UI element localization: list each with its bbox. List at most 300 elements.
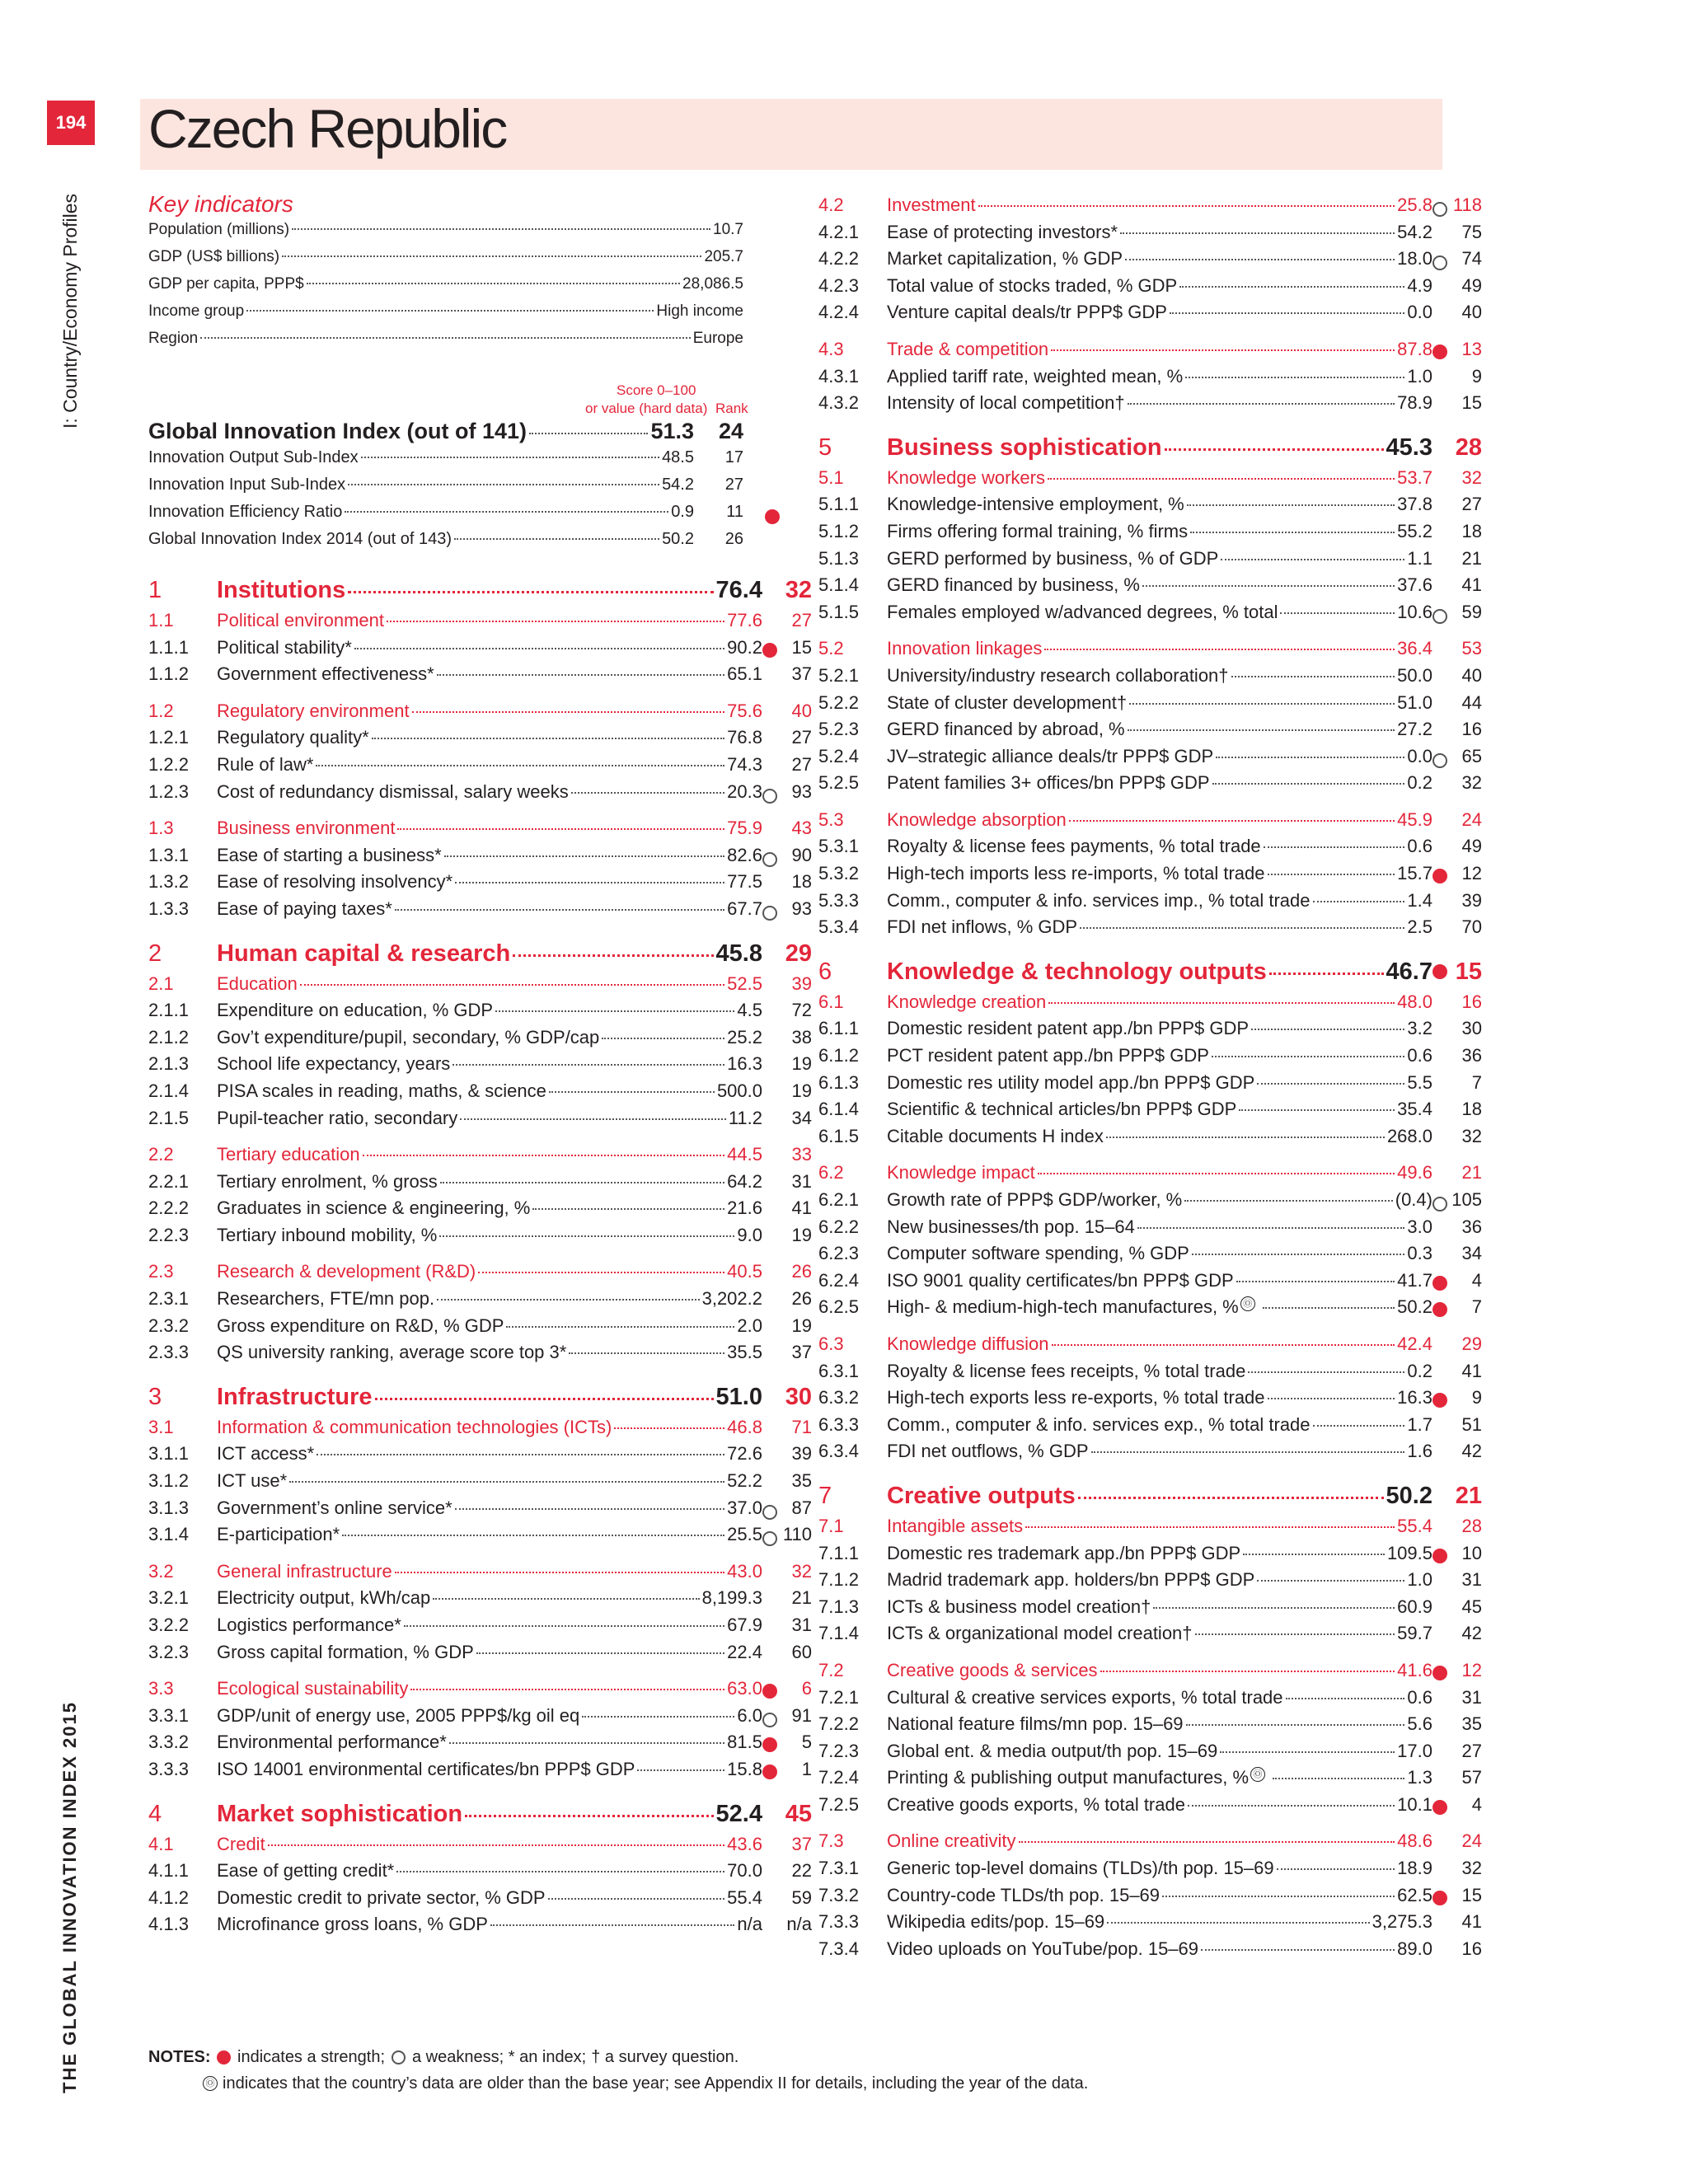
indicator-rank: 34 [791, 1107, 812, 1128]
indicator-rank: 43 [791, 818, 812, 839]
indicator-score: 65.1 [727, 663, 762, 685]
indicator-number: 7.1.1 [818, 1542, 859, 1563]
indicator-number: 7.3 [818, 1830, 844, 1852]
indicator-label: New businesses/th pop. 15–64 [887, 1216, 1135, 1237]
indicator-body [217, 1000, 762, 1021]
indicator-number: 2.1.4 [148, 1080, 189, 1101]
indicator-body [217, 1561, 762, 1582]
indicator-rank: 42 [1461, 1441, 1482, 1462]
indicator-label: ICT access* [217, 1443, 315, 1465]
indicator-score: 54.2 [1397, 221, 1432, 242]
leader-dots [404, 1625, 724, 1627]
indicator-row [818, 392, 1688, 419]
indicator-label: Comm., computer & info. services exp., % total trade [887, 1413, 1311, 1435]
key-indicator-row [148, 302, 743, 330]
gii-rank: 11 [726, 503, 743, 521]
indicator-rank: 21 [1461, 547, 1482, 569]
indicator-number: 4.1.2 [148, 1886, 189, 1908]
indicator-number: 6.1.1 [818, 1018, 859, 1039]
indicator-body [217, 1497, 762, 1519]
indicator-rank: 19 [791, 1053, 812, 1075]
indicator-row [818, 1687, 1688, 1714]
indicator-body [887, 1162, 1432, 1183]
indicator-label: Wikipedia edits/pop. 15–69 [887, 1911, 1105, 1933]
indicator-rank: 60 [791, 1641, 812, 1662]
leader-dots [1051, 349, 1395, 351]
indicator-score: 49.6 [1397, 1162, 1432, 1183]
indicator-body [887, 1483, 1432, 1510]
leader-dots [602, 1038, 724, 1039]
indicator-rank: 39 [791, 972, 812, 994]
leader-dots [614, 1427, 724, 1429]
indicator-body [887, 194, 1432, 216]
leader-dots [1038, 1173, 1395, 1174]
leader-dots [1277, 1868, 1395, 1870]
indicator-rank: 91 [791, 1704, 812, 1726]
leader-dots [1243, 1554, 1385, 1555]
leader-dots [549, 1091, 715, 1093]
indicator-body [217, 1417, 762, 1438]
indicator-rank: 16 [1461, 991, 1482, 1012]
leader-dots [1170, 312, 1404, 314]
key-indicators [148, 191, 743, 357]
indicator-rank: 18 [1461, 1099, 1482, 1120]
indicator-number: 6.2.2 [818, 1216, 859, 1237]
indicator-label: GDP/unit of energy use, 2005 PPP$/kg oil eq [217, 1704, 580, 1726]
indicator-body [217, 577, 762, 604]
indicator-rank: 32 [1461, 772, 1482, 794]
leader-dots [1221, 559, 1404, 560]
leader-dots [1019, 1841, 1395, 1843]
leader-dots [282, 255, 701, 257]
leader-dots [495, 1010, 734, 1012]
indicator-label: Innovation linkages [887, 638, 1043, 659]
indicator-score: 17.0 [1397, 1740, 1432, 1761]
indicator-score: 6.0 [737, 1704, 762, 1726]
weakness-marker-icon [1432, 609, 1447, 624]
indicator-label: Growth rate of PPP$ GDP/worker, % [887, 1189, 1183, 1210]
indicator-row [818, 1938, 1688, 1966]
indicator-rank: 7 [1471, 1071, 1482, 1093]
indicator-label: Ease of protecting investors* [887, 221, 1118, 242]
leader-dots [1128, 403, 1395, 405]
indicator-number: 6.2 [818, 1162, 844, 1183]
strength-marker-icon [217, 2050, 231, 2064]
indicator-number: 2.1 [148, 972, 174, 994]
gii-row [148, 503, 743, 530]
indicator-number: 4.2.1 [818, 221, 859, 242]
indicator-rank: 15 [1461, 392, 1482, 414]
indicator-body [887, 1045, 1432, 1066]
leader-dots [449, 1742, 724, 1744]
indicator-number: 1.2 [148, 700, 174, 721]
leader-dots [513, 954, 713, 957]
indicator-row [818, 692, 1688, 719]
indicator-score: 268.0 [1386, 1125, 1432, 1146]
indicator-number: 6.2.4 [818, 1269, 859, 1291]
indicator-label: Global ent. & media output/th pop. 15–69 [887, 1740, 1218, 1761]
indicator-row [818, 1361, 1688, 1388]
indicator-rank: 24 [1461, 808, 1482, 830]
indicator-body [887, 1938, 1432, 1960]
indicator-number: 7.2.3 [818, 1740, 859, 1761]
indicator-label: FDI net inflows, % GDP [887, 916, 1078, 938]
indicator-row [818, 1911, 1688, 1938]
indicator-label: Online creativity [887, 1830, 1016, 1852]
older-data-icon: Ⓞ [1240, 1296, 1255, 1311]
indicator-number: 4.1.1 [148, 1860, 189, 1882]
indicator-rank: 32 [785, 577, 812, 603]
indicator-number: 7.2 [818, 1659, 844, 1680]
indicator-score: 81.5 [727, 1732, 762, 1753]
indicator-body [217, 940, 762, 968]
indicator-score: 36.4 [1397, 638, 1432, 659]
indicator-body [887, 991, 1432, 1013]
indicator-rank: 19 [791, 1080, 812, 1101]
leader-dots [1186, 1724, 1405, 1726]
indicator-rank: 21 [791, 1587, 812, 1609]
indicator-score: 53.7 [1397, 466, 1432, 488]
indicator-number: 3.1.2 [148, 1470, 189, 1492]
indicator-score: 25.2 [727, 1026, 762, 1047]
gii-score: 54.2 [662, 476, 694, 494]
indicator-label: High- & medium-high-tech manufactures, % [887, 1296, 1239, 1318]
leader-dots [289, 1481, 724, 1483]
indicator-label: Education [217, 972, 298, 994]
indicator-body [887, 521, 1432, 542]
indicator-row [818, 746, 1688, 773]
side-report-label: THE GLOBAL INNOVATION INDEX 2015 [59, 1701, 80, 2093]
indicator-score: 4.9 [1407, 274, 1432, 296]
indicator-number: 5.2.3 [818, 719, 859, 740]
indicator-score: 62.5 [1397, 1884, 1432, 1905]
indicator-label: Knowledge workers [887, 466, 1045, 488]
indicator-score: 3.2 [1407, 1018, 1432, 1039]
indicator-body [217, 754, 762, 776]
gii-score: 51.3 [650, 419, 694, 443]
notes-label: NOTES: [148, 2047, 211, 2066]
sub-pillar-row [818, 467, 1688, 494]
indicator-score: 46.8 [727, 1416, 762, 1437]
leader-dots [1239, 1109, 1395, 1111]
indicator-rank: 18 [1461, 520, 1482, 541]
indicator-label: High-tech imports less re-imports, % total trade [887, 863, 1265, 884]
indicator-body [887, 467, 1432, 489]
leader-dots [372, 738, 725, 739]
indicator-body [217, 1524, 762, 1545]
strength-marker-icon [1432, 1800, 1447, 1815]
indicator-label: JV–strategic alliance deals/tr PPP$ GDP [887, 745, 1214, 766]
indicator-number: 7.3.2 [818, 1884, 859, 1905]
sub-pillar-row [818, 1660, 1688, 1687]
indicator-score: 22.4 [727, 1641, 762, 1662]
indicator-score: 48.6 [1397, 1830, 1432, 1852]
indicator-number: 5.1.5 [818, 601, 859, 622]
indicator-rank: n/a [786, 1914, 812, 1935]
gii-label: Global Innovation Index 2014 (out of 143) [148, 530, 452, 548]
leader-dots [1236, 1281, 1395, 1282]
indicator-row [818, 863, 1688, 890]
indicator-number: 2.2.2 [148, 1197, 189, 1219]
indicator-number: 2.1.3 [148, 1053, 189, 1075]
indicator-rank: 93 [791, 780, 812, 802]
leader-dots [1188, 1805, 1395, 1807]
indicator-label: Total value of stocks traded, % GDP [887, 274, 1178, 296]
gii-row [148, 448, 743, 476]
weakness-marker-icon [1432, 1197, 1447, 1212]
indicator-score: 40.5 [727, 1261, 762, 1282]
key-indicator-row [148, 221, 743, 248]
indicator-label: Knowledge absorption [887, 808, 1067, 830]
indicator-body [217, 1705, 762, 1727]
indicator-score: 0.0 [1407, 302, 1432, 323]
indicator-number: 1.2.3 [148, 780, 189, 802]
indicator-rank: 49 [1461, 274, 1482, 296]
indicator-label: Investment [887, 194, 976, 215]
leader-dots [465, 1815, 713, 1817]
indicator-label: Ease of getting credit* [217, 1860, 395, 1882]
indicator-rank: 27 [1461, 494, 1482, 515]
leader-dots [1025, 1526, 1395, 1528]
indicator-rank: 32 [1461, 1125, 1482, 1146]
indicator-number: 5.2 [818, 638, 844, 659]
indicator-score: 72.6 [727, 1443, 762, 1465]
leader-dots [1280, 612, 1395, 614]
indicator-score: 5.6 [1407, 1713, 1432, 1735]
indicator-label: Video uploads on YouTube/pop. 15–69 [887, 1938, 1199, 1959]
indicator-label: GERD performed by business, % of GDP [887, 547, 1219, 569]
indicator-number: 5.1 [818, 466, 844, 488]
indicator-body [217, 663, 762, 685]
indicator-score: 52.4 [715, 1800, 762, 1827]
indicator-rank: 1 [801, 1758, 812, 1779]
indicator-number: 2.1.1 [148, 1000, 189, 1021]
indicator-number: 2.2 [148, 1144, 174, 1165]
indicator-body [217, 1342, 762, 1363]
leader-dots [1080, 927, 1404, 929]
indicator-number: 7.1 [818, 1515, 844, 1536]
indicator-number: 6.3.1 [818, 1360, 859, 1381]
indicator-body [887, 1623, 1432, 1644]
indicator-label: ISO 9001 quality certificates/bn PPP$ GDP [887, 1269, 1234, 1291]
leader-dots [1129, 703, 1395, 705]
leader-dots [1184, 1200, 1393, 1202]
indicator-label: Creative goods & services [887, 1659, 1098, 1680]
indicator-number: 5.1.4 [818, 574, 859, 596]
indicator-body [217, 1053, 762, 1075]
indicator-label: Domestic credit to private sector, % GDP [217, 1886, 546, 1908]
indicator-score: 48.0 [1397, 991, 1432, 1012]
leader-dots [200, 337, 691, 339]
indicator-body [887, 602, 1432, 623]
indicator-number: 6.3.2 [818, 1387, 859, 1408]
indicator-body [887, 1387, 1432, 1408]
indicator-body [887, 248, 1432, 269]
indicator-number: 1.2.2 [148, 753, 189, 775]
indicator-row [818, 574, 1688, 602]
indicator-rank: 59 [1461, 601, 1482, 622]
indicator-label: Tertiary inbound mobility, % [217, 1224, 438, 1245]
leader-dots [412, 711, 725, 713]
indicator-body [887, 1794, 1432, 1816]
leader-dots [1128, 729, 1395, 731]
indicator-rank: 110 [782, 1524, 812, 1545]
indicator-number: 3.2.1 [148, 1587, 189, 1609]
indicator-body [217, 1027, 762, 1048]
indicator-label: FDI net outflows, % GDP [887, 1441, 1089, 1462]
indicator-body [217, 1443, 762, 1465]
indicator-rank: 71 [791, 1416, 812, 1437]
indicator-row [818, 521, 1688, 548]
indicator-number: 2.1.5 [148, 1107, 189, 1128]
indicator-body [887, 916, 1432, 938]
indicator-label: Researchers, FTE/mn pop. [217, 1288, 435, 1310]
indicator-row [818, 916, 1688, 944]
indicator-score: 43.6 [727, 1833, 762, 1854]
indicator-score: 37.8 [1397, 494, 1432, 515]
leader-dots [1069, 820, 1395, 822]
indicator-score: 45.3 [1386, 434, 1432, 461]
sub-pillar-row [818, 339, 1688, 366]
indicator-label: Computer software spending, % GDP [887, 1243, 1189, 1264]
indicator-body [887, 1216, 1432, 1238]
indicator-label: General infrastructure [217, 1560, 392, 1582]
indicator-rank: 87 [791, 1497, 812, 1518]
weakness-marker-icon [1432, 753, 1447, 768]
leader-dots [345, 511, 668, 513]
indicator-number: 2.3.3 [148, 1342, 189, 1363]
indicator-score: 75.6 [727, 700, 762, 721]
indicator-label: Gross capital formation, % GDP [217, 1641, 474, 1662]
spacer [818, 1468, 1688, 1483]
side-section-label: I: Country/Economy Profiles [59, 193, 81, 429]
indicator-label: Gov’t expenditure/pupil, secondary, % GDP/cap [217, 1026, 600, 1047]
indicator-body [887, 548, 1432, 569]
indicator-score: 45.8 [715, 940, 762, 967]
leader-dots [433, 1598, 699, 1600]
leader-dots [1264, 846, 1405, 848]
leader-dots [571, 792, 724, 794]
indicator-body [217, 727, 762, 748]
indicator-rank: 9 [1471, 1387, 1482, 1408]
indicator-body [217, 781, 762, 803]
key-indicator-value: High income [656, 302, 743, 320]
indicator-rank: 27 [791, 727, 812, 748]
indicator-rank: 29 [1461, 1333, 1482, 1354]
indicator-score: 11.2 [728, 1107, 762, 1128]
weakness-marker-icon [762, 1505, 777, 1520]
leader-dots [1100, 1671, 1395, 1672]
indicator-rank: 15 [1461, 1884, 1482, 1905]
key-indicator-value: 10.7 [713, 221, 743, 238]
indicator-rank: 31 [1461, 1569, 1482, 1591]
sub-pillar-row [818, 1830, 1688, 1858]
indicator-body [887, 1885, 1432, 1906]
indicator-label: Cultural & creative services exports, % total trade [887, 1686, 1283, 1708]
indicator-body [887, 1543, 1432, 1564]
indicator-label: Ease of starting a business* [217, 844, 442, 865]
leader-dots [1125, 259, 1395, 260]
indicator-rank: 15 [791, 636, 812, 658]
spacer [818, 1650, 1688, 1660]
leader-dots [1216, 757, 1404, 758]
spacer [818, 329, 1688, 339]
strength-marker-icon [1432, 869, 1447, 883]
indicator-rank: 41 [791, 1197, 812, 1219]
leader-dots [348, 484, 659, 485]
leader-dots [363, 1155, 725, 1156]
indicator-body [217, 1759, 762, 1780]
indicator-label: Domestic resident patent app./bn PPP$ GDP [887, 1018, 1250, 1039]
indicator-score: 1.1 [1407, 547, 1432, 569]
indicator-number: 4.2.3 [818, 274, 859, 296]
indicator-score: 18.9 [1397, 1858, 1432, 1879]
sub-pillar-row [818, 194, 1688, 222]
key-indicators-title: Key indicators [148, 191, 293, 217]
indicator-row [818, 1296, 1688, 1324]
indicator-label: Knowledge impact [887, 1162, 1035, 1183]
indicator-number: 1.1 [148, 610, 174, 630]
page-title: Czech Republic [148, 98, 507, 159]
indicator-body [217, 1315, 762, 1337]
indicator-row [818, 1045, 1688, 1072]
indicator-label: ICTs & business model creation† [887, 1596, 1151, 1617]
leader-dots [529, 433, 648, 434]
indicator-row [818, 1216, 1688, 1244]
indicator-number: 6.1.2 [818, 1045, 859, 1066]
indicator-number: 2 [148, 940, 162, 967]
leader-dots [395, 1572, 724, 1573]
indicator-score: 0.2 [1407, 772, 1432, 794]
leader-dots [246, 310, 654, 312]
indicator-number: 1.3.2 [148, 871, 189, 893]
indicator-body [887, 302, 1432, 323]
indicator-number: 6.3.3 [818, 1413, 859, 1435]
leader-dots [268, 1844, 724, 1846]
indicator-label: PISA scales in reading, maths, & science [217, 1080, 546, 1101]
indicator-rank: 32 [1461, 1858, 1482, 1879]
indicator-label: Government effectiveness* [217, 663, 434, 685]
weakness-marker-icon [762, 789, 777, 804]
strength-marker-icon [1432, 1891, 1447, 1905]
indicator-score: 44.5 [727, 1144, 762, 1165]
leader-dots [361, 457, 659, 458]
strength-marker-icon [1432, 964, 1447, 979]
indicator-label: Regulatory quality* [217, 727, 369, 748]
indicator-number: 5.2.1 [818, 664, 859, 686]
indicator-label: Comm., computer & info. services imp., % total trade [887, 889, 1311, 911]
indicator-label: Institutions [217, 577, 346, 603]
indicator-number: 5.1.1 [818, 494, 859, 515]
indicator-number: 2.1.2 [148, 1026, 189, 1047]
indicator-number: 6.3 [818, 1333, 844, 1354]
indicator-row [818, 1794, 1688, 1821]
older-data-icon: Ⓞ [1250, 1767, 1265, 1782]
leader-dots [452, 1064, 724, 1066]
indicator-body [887, 863, 1432, 884]
indicator-number: 7.1.2 [818, 1569, 859, 1591]
indicator-rank: 24 [1461, 1830, 1482, 1852]
leader-dots [455, 1508, 724, 1510]
leader-dots [1251, 1029, 1404, 1030]
spacer [818, 419, 1688, 434]
leader-dots [300, 984, 724, 986]
weakness-marker-icon [762, 852, 777, 867]
indicator-label: National feature films/mn pop. 15–69 [887, 1713, 1184, 1735]
indicator-rank: 31 [791, 1170, 812, 1192]
spacer [818, 1821, 1688, 1830]
key-indicator-row [148, 330, 743, 357]
